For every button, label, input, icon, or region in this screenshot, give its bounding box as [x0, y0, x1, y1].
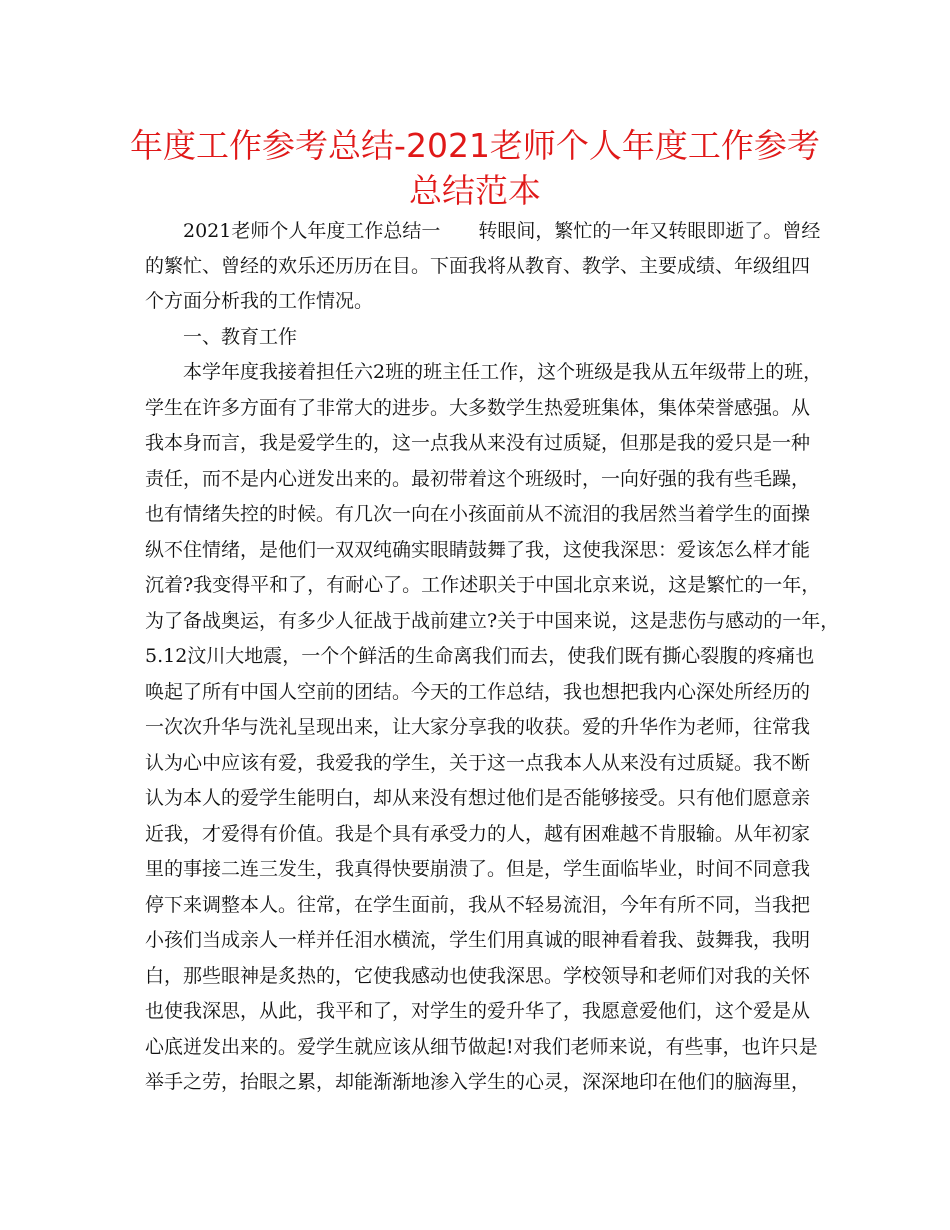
body-line: 一次次升华与洗礼呈现出来，让大家分享我的收获。爱的升华作为老师，往常我 — [145, 716, 811, 738]
body-line: 2021老师个人年度工作总结一 转眼间，繁忙的一年又转眼即逝了。曾经 — [183, 220, 821, 242]
body-line: 也有情绪失控的时候。有几次一向在小孩面前从不流泪的我居然当着学生的面操 — [145, 503, 811, 525]
body-line: 本学年度我接着担任六2班的班主任工作，这个班级是我从五年级带上的班， — [183, 361, 823, 383]
body-line: 个方面分析我的工作情况。 — [145, 290, 374, 312]
body-line: 里的事接二连三发生，我真得快要崩溃了。但是，学生面临毕业，时间不同意我 — [145, 858, 811, 880]
document-title-line-1: 年度工作参考总结-2021老师个人年度工作参考 — [130, 126, 820, 165]
body-line: 也使我深思，从此，我平和了，对学生的爱升华了，我愿意爱他们，这个爱是从 — [145, 1000, 811, 1022]
body-line: 唤起了所有中国人空前的团结。今天的工作总结，我也想把我内心深处所经历的 — [145, 681, 811, 703]
document-title-line-2: 总结范本 — [409, 171, 541, 210]
body-line: 小孩们当成亲人一样并任泪水横流，学生们用真诚的眼神看着我、鼓舞我，我明 — [145, 929, 811, 951]
body-line: 白，那些眼神是炙热的，它使我感动也使我深思。学校领导和老师们对我的关怀 — [145, 965, 811, 987]
body-line: 学生在许多方面有了非常大的进步。大多数学生热爱班集体，集体荣誉感强。从 — [145, 397, 811, 419]
body-line: 为了备战奥运，有多少人征战于战前建立?关于中国来说，这是悲伤与感动的一年， — [145, 610, 840, 632]
body-line: 我本身而言，我是爱学生的，这一点我从来没有过质疑，但那是我的爱只是一种 — [145, 432, 811, 454]
body-line: 心底迸发出来的。爱学生就应该从细节做起!对我们老师来说，有些事，也许只是 — [145, 1036, 818, 1058]
body-line: 停下来调整本人。往常，在学生面前，我从不轻易流泪，今年有所不同，当我把 — [145, 894, 811, 916]
body-line: 责任，而不是内心迸发出来的。最初带着这个班级时，一向好强的我有些毛躁， — [145, 468, 811, 490]
body-line: 举手之劳，抬眼之累，却能渐渐地渗入学生的心灵，深深地印在他们的脑海里， — [145, 1071, 811, 1093]
body-line: 纵不住情绪，是他们一双双纯确实眼睛鼓舞了我，这使我深思：爱该怎么样才能 — [145, 539, 811, 561]
body-line: 认为心中应该有爱，我爱我的学生，关于这一点我本人从来没有过质疑。我不断 — [145, 752, 811, 774]
body-line: 的繁忙、曾经的欢乐还历历在目。下面我将从教育、教学、主要成绩、年级组四 — [145, 255, 811, 277]
body-line: 沉着?我变得平和了，有耐心了。工作述职关于中国北京来说，这是繁忙的一年， — [145, 574, 821, 596]
section-heading: 一、教育工作 — [183, 326, 298, 348]
body-line: 认为本人的爱学生能明白，却从来没有想过他们是否能够接受。只有他们愿意亲 — [145, 787, 811, 809]
body-line: 近我，才爱得有价值。我是个具有承受力的人，越有困难越不肯服输。从年初家 — [145, 823, 811, 845]
body-line: 5.12汶川大地震，一个个鲜活的生命离我们而去，使我们既有撕心裂腹的疼痛也 — [145, 645, 815, 667]
